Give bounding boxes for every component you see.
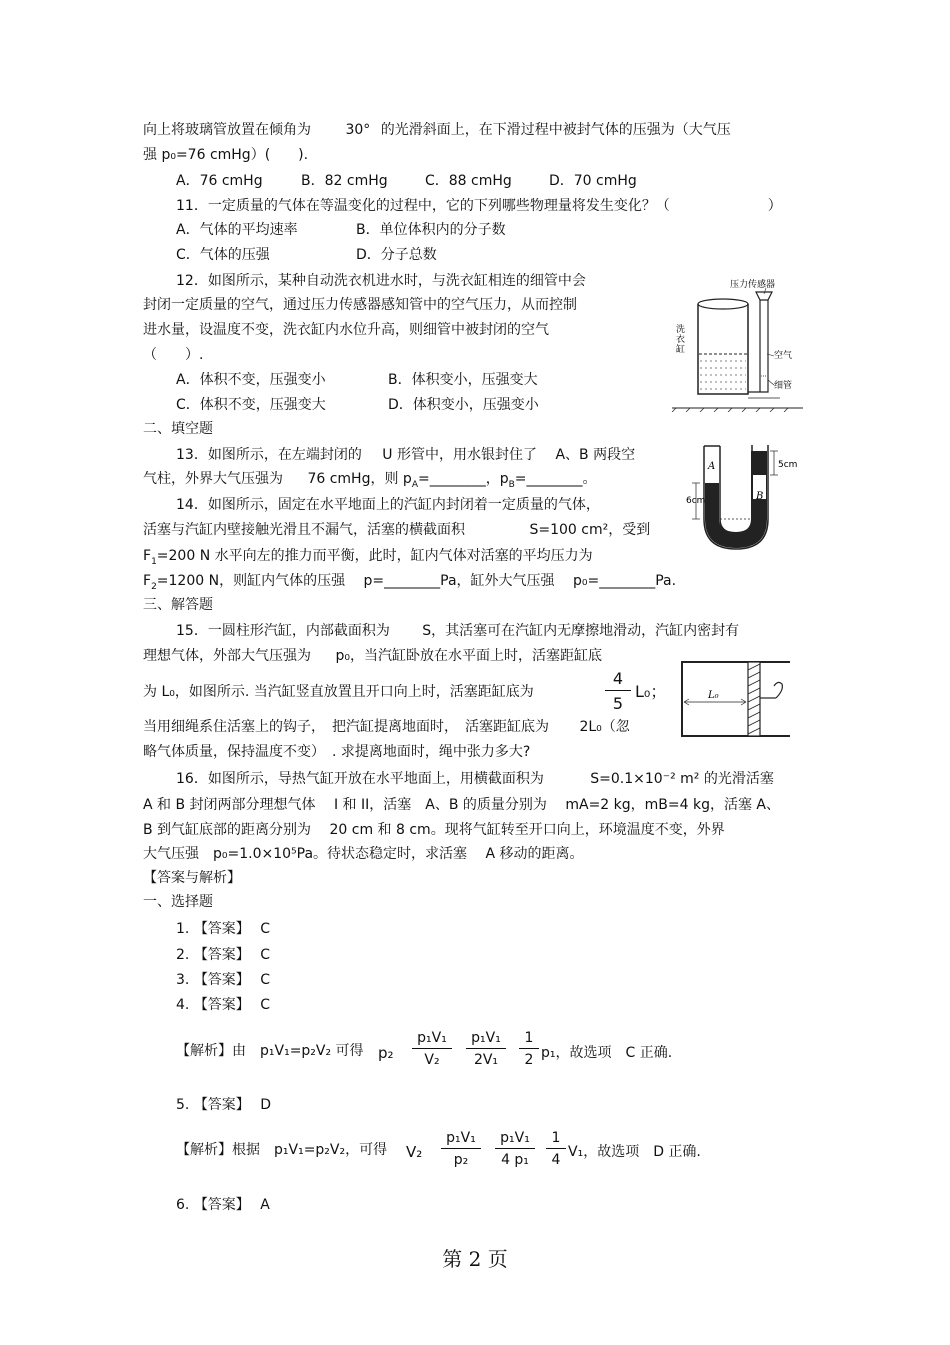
q15-line3a: 为 L₀，如图所示. 当汽缸竖直放置且开口向上时，活塞距缸底为 <box>143 684 534 700</box>
q15-line4a: 当用细绳系住活塞上的钩子， 把汽缸提离地面时， 活塞距缸底为 <box>143 719 549 735</box>
answer-value: D <box>260 1097 272 1113</box>
q13-line2d: =________。 <box>514 471 597 487</box>
fig-label-tank: 洗 <box>676 325 686 335</box>
q15-line1b: S，其活塞可在汽缸内无摩擦地滑动，汽缸内密封有 <box>422 623 740 639</box>
exp5-fraction-3 <box>546 1130 566 1168</box>
exp4-f1-den: V₂ <box>424 1052 440 1068</box>
q13-line1b: U 形管中，用水银封住了 <box>382 447 537 463</box>
q11-stem: 11．一定质量的气体在等温变化的过程中，它的下列哪些物理量将发生变化？（ ） <box>176 198 782 214</box>
fig-label-b: B <box>756 491 764 502</box>
exp4-fraction-1 <box>412 1030 452 1068</box>
exp4-f2-den: 2V₁ <box>473 1052 499 1068</box>
washing-machine-figure <box>670 276 805 412</box>
q15-line1 <box>176 622 739 640</box>
q16-line3: B 到气缸底部的距离分别为 20 cm 和 8 cm。现将气缸转至开口向上，环境温度不变，外界 <box>143 822 725 838</box>
q13-line2 <box>143 470 597 488</box>
exp4-f2-num: p₁V₁ <box>466 1030 506 1049</box>
answer-num: 3. <box>176 972 190 988</box>
q11-option-a: A．气体的平均速率 <box>176 222 298 238</box>
q16-line1a: 16．如图所示，导热气缸开放在水平地面上，用横截面积为 <box>176 771 544 787</box>
answer-num: 6. <box>176 1197 190 1213</box>
exp4-f3-den: 2 <box>524 1052 534 1068</box>
q12-option-d: D．体积变小，压强变小 <box>388 397 539 413</box>
answer-value: C <box>260 997 271 1013</box>
answer-num: 1. <box>176 921 190 937</box>
q10-line1a: 向上将玻璃管放置在倾角为 <box>143 122 311 138</box>
q13-line2c: =________，p <box>417 471 509 487</box>
answer-tag: 【答案】 <box>193 997 250 1013</box>
fig-label-tank-2: 衣 <box>676 335 686 345</box>
answer-row <box>176 996 270 1014</box>
answer-value: C <box>260 972 271 988</box>
answer-tag: 【答案】 <box>193 972 250 988</box>
q15-line1a: 15．一圆柱形汽缸，内部截面积为 <box>176 623 390 639</box>
q14-line3b: =200 N 水平向左的推力而平衡，此时，缸内气体对活塞的平均压力为 <box>156 548 593 564</box>
q15-line2a: 理想气体，外部大气压强为 <box>143 648 311 664</box>
q13-line2b: 76 cmHg，则 p <box>307 471 412 487</box>
answer-tag: 【答案】 <box>193 921 250 937</box>
q13-line1a: 13．如图所示，在左端封闭的 <box>176 447 362 463</box>
q16-line1 <box>176 770 774 788</box>
q13-line1c: A、B 两段空 <box>555 447 636 463</box>
q14-line2 <box>143 521 650 539</box>
q14-line2a: 活塞与汽缸内壁接触光滑且不漏气，活塞的横截面积 <box>143 522 465 538</box>
exp4-p2: p₂ <box>378 1044 394 1062</box>
q13-line1 <box>176 446 635 464</box>
fig-label-6cm: 6cm <box>686 496 706 506</box>
q10-line2: 强 p₀=76 cmHg）( ). <box>143 147 309 163</box>
answer-row <box>176 1196 270 1214</box>
exp5-lead: 【解析】根据 p₁V₁=p₂V₂，可得 <box>176 1142 388 1158</box>
fig-label-a: A <box>708 461 716 472</box>
q16-line4: 大气压强 p₀=1.0×10⁵Pa。待状态稳定时，求活塞 A 移动的距离。 <box>143 846 584 862</box>
q14-line2b: S=100 cm²，受到 <box>529 522 651 538</box>
q15-line4 <box>143 718 630 736</box>
q15-line5: 略气体质量，保持温度不变） . 求提离地面时，绳中张力多大? <box>143 744 531 760</box>
exp5-f1-num: p₁V₁ <box>441 1130 481 1149</box>
answer-tag: 【答案】 <box>193 947 250 963</box>
answer-value: C <box>260 947 271 963</box>
exp4-f3-num: 1 <box>519 1030 539 1049</box>
q14-line3a: F <box>143 548 152 564</box>
answer-num: 4. <box>176 997 190 1013</box>
exp4-lead: 【解析】由 p₁V₁=p₂V₂ 可得 <box>176 1043 364 1059</box>
q14-line4b: =1200 N，则缸内气体的压强 p=________Pa，缸外大气压强 p₀=________Pa. <box>156 573 677 589</box>
q10-option-b: B．82 cmHg <box>301 173 388 189</box>
exp5-f1-den: p₂ <box>453 1152 469 1168</box>
q11-option-c: C．气体的压强 <box>176 247 270 263</box>
fig-label-tube: 细管 <box>774 381 793 391</box>
exp4-f1-num: p₁V₁ <box>412 1030 452 1049</box>
q10-angle: 30° <box>345 122 371 138</box>
answer-num: 2. <box>176 947 190 963</box>
cylinder-figure <box>672 654 794 744</box>
exp5-fraction-1 <box>441 1130 481 1168</box>
exp5-v2: V₂ <box>406 1143 423 1161</box>
answer-row <box>176 971 270 989</box>
section1-heading: 一、选择题 <box>143 894 213 910</box>
answer-num: 5. <box>176 1097 190 1113</box>
answers-heading: 【答案与解析】 <box>143 870 241 886</box>
exp4-tail: p₁，故选项 C 正确. <box>541 1045 673 1061</box>
q14-line4 <box>143 572 676 590</box>
answer-value: A <box>260 1197 270 1213</box>
q13-line2a: 气柱，外界大气压强为 <box>143 471 283 487</box>
q10-option-d: D．70 cmHg <box>549 173 637 189</box>
q15-line4b: 2L₀（忽 <box>579 719 630 735</box>
q14-line1: 14．如图所示，固定在水平地面上的汽缸内封闭着一定质量的气体， <box>176 497 600 513</box>
exp5-f3-num: 1 <box>546 1130 566 1149</box>
q12-option-a: A．体积不变，压强变小 <box>176 372 326 388</box>
q15-frac-num: 4 <box>605 669 631 691</box>
q15-line2 <box>143 647 602 665</box>
q14-line4-sub: 2 <box>151 581 157 592</box>
q10-option-c: C．88 cmHg <box>425 173 512 189</box>
section3-heading: 三、解答题 <box>143 597 213 613</box>
q12-option-b: B．体积变小，压强变大 <box>388 372 538 388</box>
q12-option-c: C．体积不变，压强变大 <box>176 397 326 413</box>
q10-line1 <box>143 121 731 139</box>
answer-value: C <box>260 921 271 937</box>
q12-line3: 进水量，设温度不变，洗衣缸内水位升高，则细管中被封闭的空气 <box>143 322 549 338</box>
q13-sub-b: B <box>508 479 515 490</box>
q14-line3-sub: 1 <box>151 556 157 567</box>
exp5-f3-den: 4 <box>551 1152 561 1168</box>
fig-label-sensor: 压力传感器 <box>730 280 776 290</box>
u-tube-figure <box>684 441 804 556</box>
q15-frac-den: 5 <box>612 694 624 713</box>
answer-row <box>176 946 270 964</box>
q10-line1c: 的光滑斜面上，在下滑过程中被封气体的压强为（大气压 <box>380 122 731 138</box>
answer-row <box>176 920 270 938</box>
q11-option-d: D．分子总数 <box>356 247 437 263</box>
q16-line1b: S=0.1×10⁻² m² 的光滑活塞 <box>590 771 774 787</box>
section2-heading: 二、填空题 <box>143 421 213 437</box>
answer-row <box>176 1096 271 1114</box>
q12-line2: 封闭一定质量的空气，通过压力传感器感知管中的空气压力，从而控制 <box>143 297 577 313</box>
q16-line2: A 和 B 封闭两部分理想气体 I 和 II，活塞 A、B 的质量分别为 mA=2 kg，mB=4 kg，活塞 A、 <box>143 797 780 813</box>
page-number: 第 2 页 <box>442 1247 508 1271</box>
fig-label-l0: L₀ <box>708 690 719 701</box>
fig-label-5cm: 5cm <box>778 460 798 470</box>
fig-label-tank-3: 缸 <box>676 345 686 355</box>
exp5-f2-num: p₁V₁ <box>495 1130 535 1149</box>
exp5-fraction-2 <box>495 1130 535 1168</box>
q12-line4: （ ）. <box>143 347 204 363</box>
exp4-fraction-2 <box>466 1030 506 1068</box>
q15-fraction <box>605 669 631 713</box>
q11-option-b: B．单位体积内的分子数 <box>356 222 506 238</box>
answer-tag: 【答案】 <box>193 1197 250 1213</box>
q14-line3 <box>143 547 593 565</box>
exp4-fraction-3 <box>519 1030 539 1068</box>
q13-sub-a: A <box>411 479 418 490</box>
q15-line3b: L₀； <box>635 682 667 701</box>
exp5-f2-den: 4 p₁ <box>501 1152 529 1168</box>
fig-label-air: 空气 <box>774 351 793 361</box>
exp5-tail: V₁，故选项 D 正确. <box>568 1144 701 1160</box>
q10-option-a: A．76 cmHg <box>176 173 263 189</box>
q14-line4a: F <box>143 573 152 589</box>
answer-tag: 【答案】 <box>193 1097 250 1113</box>
q12-line1: 12．如图所示，某种自动洗衣机进水时，与洗衣缸相连的细管中会 <box>176 273 586 289</box>
q15-line2b: p₀，当汽缸卧放在水平面上时，活塞距缸底 <box>335 648 602 664</box>
